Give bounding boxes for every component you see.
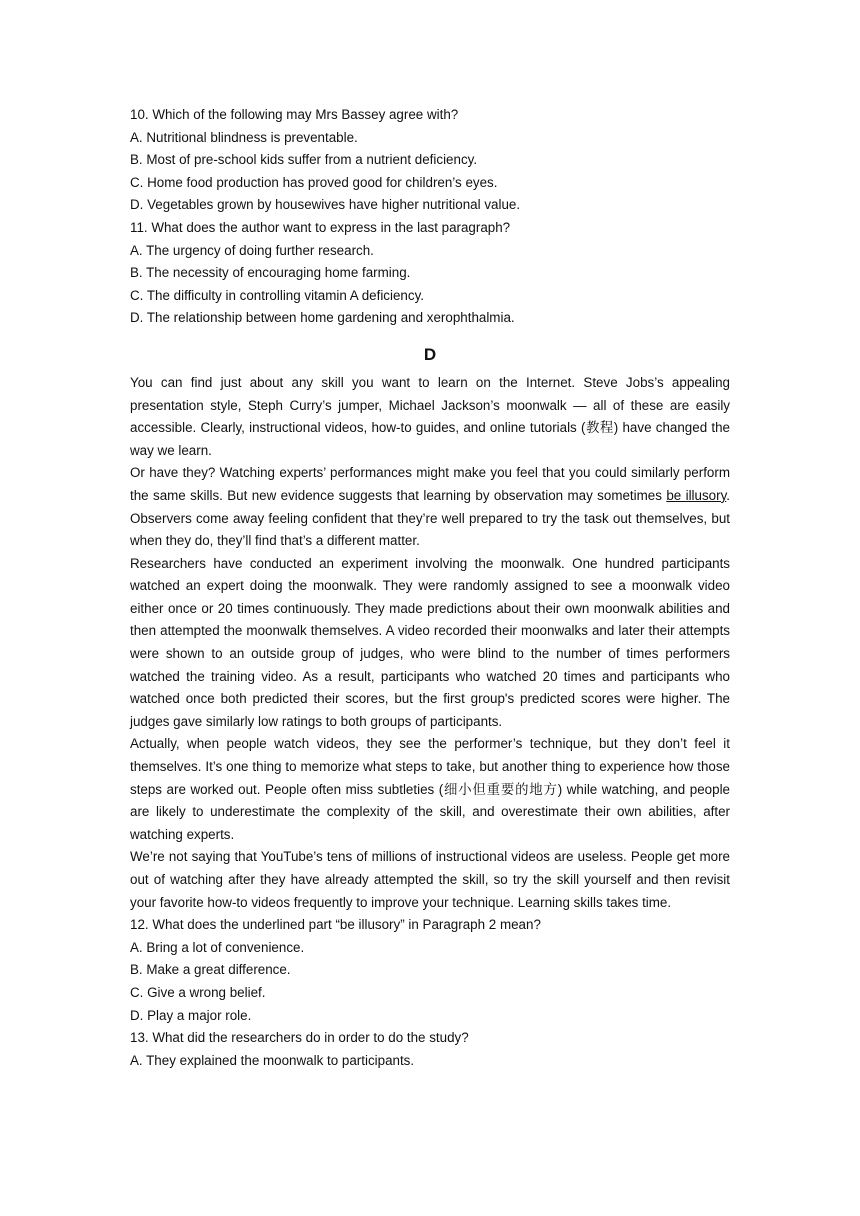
- q12-option-c: C. Give a wrong belief.: [130, 984, 266, 1000]
- q10-option-d: D. Vegetables grown by housewives have higher nutritional value.: [130, 197, 521, 213]
- q10-option-b: B. Most of pre-school kids suffer from a nutrient deficiency.: [130, 152, 478, 168]
- q10-option-c: C. Home food production has proved good for children’s eyes.: [130, 174, 498, 190]
- question-10-text: 10. Which of the following may Mrs Bassey agree with?: [130, 107, 459, 122]
- question-11: [130, 217, 730, 330]
- section-heading: D: [423, 344, 437, 364]
- question-10: [130, 104, 730, 217]
- q11-option-a: A. The urgency of doing further research.: [130, 242, 374, 258]
- passage-paragraph-3: Researchers have conducted an experiment involving the moonwalk. One hundred participants watched an expert doing the moonwalk. They were randomly assigned to see a moonwalk video either once or 20 times continuously. They made predictions about their own moonwalk abilities and then attempted the moonwalk themselves. A video recorded their moonwalks and later their attempts were shown to an outside group of judges, who were blind to the number of times performers watched the training video. As a result, participants who watched 20 times and participants who watched once both predicted their scores, but the first group's predicted scores were higher. The judges gave similarly low ratings to both groups of participants.: [130, 555, 730, 729]
- question-12-text: 12. What does the underlined part “be illusory” in Paragraph 2 mean?: [130, 917, 541, 933]
- q12-option-b: B. Make a great difference.: [130, 962, 291, 978]
- underlined-phrase: be illusory: [666, 487, 727, 503]
- question-11-text: 11. What does the author want to express in the last paragraph?: [130, 219, 511, 235]
- document-page: [130, 104, 730, 1072]
- q11-option-c: C. The difficulty in controlling vitamin A deficiency.: [130, 287, 424, 303]
- q10-option-a: A. Nutritional blindness is preventable.: [130, 129, 358, 145]
- question-12: [130, 914, 730, 1027]
- question-13-text: 13. What did the researchers do in order to do the study?: [130, 1030, 469, 1046]
- reading-passage: [130, 372, 730, 914]
- passage-paragraph-4: Actually, when people watch videos, they see the performer’s technique, but they don’t feel it themselves. It’s one thing to memorize what steps to take, but another thing to experience how those steps are worked out. People often miss subtleties (细小但重要的地方) while watching, and people are likely to underestimate the complexity of the skill, and overestimate their own abilities, after watching experts.: [130, 736, 730, 842]
- passage-paragraph-5: We’re not saying that YouTube’s tens of millions of instructional videos are useless. People get more out of watching after they have already attempted the skill, so try the skill yourself and then revisit your favorite how-to videos frequently to improve your technique. Learning skills takes time.: [130, 849, 730, 910]
- passage-paragraph-1: You can find just about any skill you want to learn on the Internet. Steve Jobs’s appealing presentation style, Steph Curry’s jumper, Michael Jackson’s moonwalk — all of these are easily accessible. Clearly, instructional videos, how-to guides, and online tutorials (教程) have changed the way we learn.: [130, 374, 730, 458]
- question-13: [130, 1027, 730, 1072]
- passage-paragraph-2: [130, 462, 730, 552]
- q11-option-d: D. The relationship between home gardening and xerophthalmia.: [130, 310, 515, 326]
- q11-option-b: B. The necessity of encouraging home farming.: [130, 265, 411, 281]
- paragraph-2-end: . Observers come away feeling confident that they’re well prepared to try the task out themselves, but when they do, they’ll find that’s a different matter.: [130, 487, 730, 549]
- q12-option-d: D. Play a major role.: [130, 1007, 252, 1023]
- q13-option-a: A. They explained the moonwalk to participants.: [130, 1052, 415, 1068]
- q12-option-a: A. Bring a lot of convenience.: [130, 939, 305, 955]
- paragraph-2-start: Or have they? Watching experts’ performances might make you feel that you could similarly perform the same skills. But new evidence suggests that learning by observation may sometimes: [130, 465, 730, 503]
